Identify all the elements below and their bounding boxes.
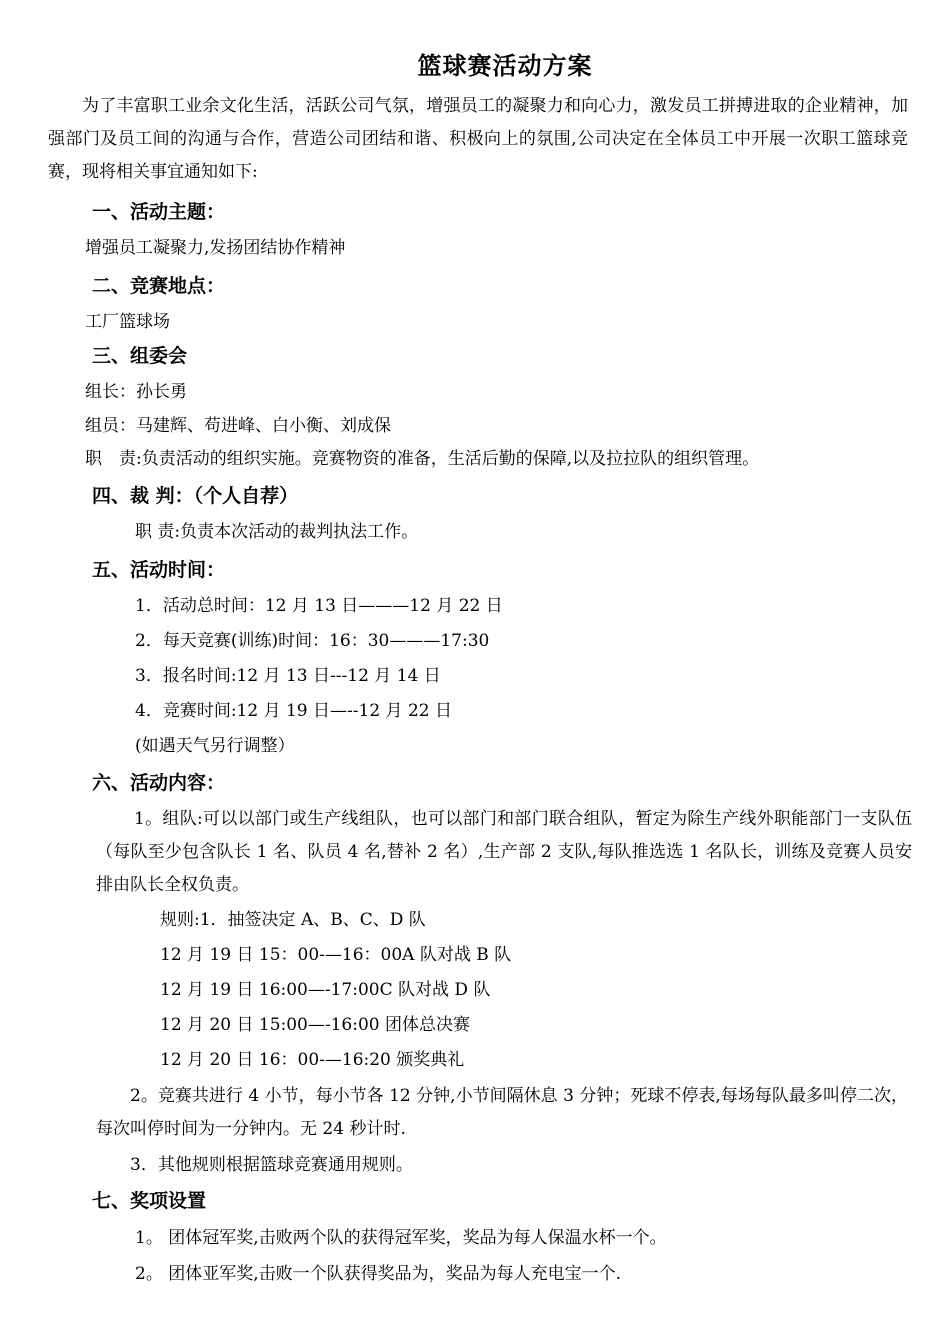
schedule-item: 4．竞赛时间:12 月 19 日—--12 月 22 日 xyxy=(135,701,452,721)
section-heading-awards: 七、奖项设置 xyxy=(92,1190,207,1212)
content-match-rules: 2。竞赛共进行 4 小节，每小节各 12 分钟,小节间隔休息 3 分钟；死球不停表,每场每队最多叫停二次，每次叫停时间为一分钟内。无 24 秒计时. xyxy=(96,1086,908,1139)
award-item: 1。 团体冠军奖,击败两个队的获得冠军奖，奖品为每人保温水杯一个。 xyxy=(135,1228,667,1248)
content-team-formation: 1。组队:可以以部门或生产线组队，也可以部门和部门联合组队，暂定为除生产线外职能部门一支队伍（每队至少包含队长 1 名、队员 4 名,替补 2 名）,生产部 2 支队,每队推选选 1 名队长，训练及竞赛人员安排由队长全权负责。 xyxy=(96,809,912,895)
rules-line: 12 月 20 日 15:00—-16:00 团体总决赛 xyxy=(160,1015,471,1035)
committee-duty: 职 责:负责活动的组织实施。竞赛物资的准备，生活后勤的保障,以及拉拉队的组织管理。 xyxy=(85,449,760,469)
section-heading-schedule: 五、活动时间： xyxy=(92,559,226,581)
schedule-item: 2．每天竞赛(训练)时间：16：30———17:30 xyxy=(135,631,490,651)
rules-line: 12 月 19 日 15：00-—16：00A 队对战 B 队 xyxy=(160,945,512,965)
rules-line: 规则:1．抽签决定 A、B、C、D 队 xyxy=(160,910,426,930)
section-heading-theme: 一、活动主题： xyxy=(92,201,226,223)
committee-leader: 组长：孙长勇 xyxy=(85,382,187,402)
section-heading-committee: 三、组委会 xyxy=(92,345,188,367)
schedule-item: 3．报名时间:12 月 13 日---12 月 14 日 xyxy=(135,666,441,686)
theme-text: 增强员工凝聚力,发扬团结协作精神 xyxy=(85,238,346,258)
rules-line: 12 月 19 日 16:00—-17:00C 队对战 D 队 xyxy=(160,980,491,1000)
schedule-note: (如遇天气另行调整） xyxy=(135,736,295,756)
venue-text: 工厂篮球场 xyxy=(85,312,170,332)
section-heading-content: 六、活动内容： xyxy=(92,772,226,794)
content-other-rules: 3．其他规则根据篮球竞赛通用规则。 xyxy=(130,1155,413,1175)
rules-line: 12 月 20 日 16：00-—16:20 颁奖典礼 xyxy=(160,1050,465,1070)
document-title: 篮球赛活动方案 xyxy=(417,51,593,80)
intro-paragraph: 为了丰富职工业余文化生活，活跃公司气氛，增强员工的凝聚力和向心力，激发员工拼搏进取的企业精神，加强部门及员工间的沟通与合作，营造公司团结和谐、积极向上的氛围,公司决定在全体员工中开展一次职工篮球竞赛，现将相关事宜通知如下: xyxy=(48,96,908,182)
schedule-item: 1．活动总时间：12 月 13 日———12 月 22 日 xyxy=(135,596,503,616)
section-heading-venue: 二、竞赛地点： xyxy=(92,275,226,297)
committee-members: 组员：马建辉、苟进峰、白小衡、刘成保 xyxy=(85,416,391,436)
award-item: 2。 团体亚军奖,击败一个队获得奖品为，奖品为每人充电宝一个. xyxy=(135,1264,622,1284)
referee-duty: 职 责:负责本次活动的裁判执法工作。 xyxy=(135,522,419,542)
section-heading-referee: 四、裁 判：（个人自荐） xyxy=(92,485,299,507)
